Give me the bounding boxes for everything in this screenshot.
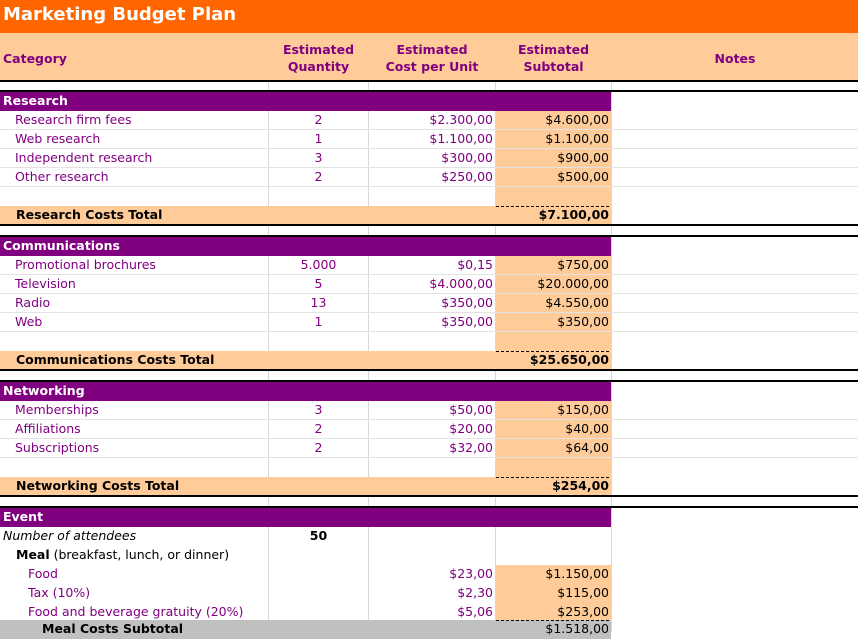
section-header-event[interactable] [0,508,611,527]
table-row [0,168,858,187]
item-name[interactable]: Promotional brochures [15,257,156,272]
sheet-title: Marketing Budget Plan [3,4,237,25]
item-quantity[interactable]: 13 [310,295,327,310]
header-subtotal[interactable] [496,41,611,75]
header-quantity[interactable] [269,41,368,75]
section-header-communications[interactable] [0,237,611,256]
item-subtotal[interactable]: $350,00 [557,314,609,329]
section-bottom-rule [0,495,858,497]
attendees-value[interactable]: 50 [309,528,328,543]
section-title: Event [3,509,44,524]
item-quantity[interactable]: 2 [314,112,323,127]
item-name[interactable]: Other research [15,169,109,184]
section-header-research[interactable] [0,92,611,111]
section-title: Research [3,93,68,108]
meal-subtotal-label[interactable]: Meal Costs Subtotal [42,621,184,636]
section-bottom-rule [0,224,858,226]
section-total-label[interactable]: Research Costs Total [16,207,163,222]
header-quantity-label: Estimated Quantity [282,42,355,74]
table-row [0,294,858,313]
item-cost[interactable]: $23,00 [449,566,493,581]
item-cost[interactable]: $5,06 [457,604,493,619]
item-name[interactable]: Affiliations [15,421,81,436]
header-cost-label: Estimated Cost per Unit [385,42,479,74]
header-subtotal-label: Estimated Subtotal [517,42,590,74]
item-subtotal[interactable]: $1.100,00 [545,131,609,146]
header-notes[interactable]: Notes [714,51,756,66]
meal-note: (breakfast, lunch, or dinner) [49,547,230,562]
item-cost[interactable]: $50,00 [449,402,493,417]
section-header-networking[interactable] [0,382,611,401]
item-cost[interactable]: $2.300,00 [429,112,493,127]
item-name[interactable]: Television [15,276,76,291]
item-quantity[interactable]: 1 [314,314,323,329]
section-total-label[interactable]: Communications Costs Total [16,352,215,367]
item-quantity[interactable]: 1 [314,131,323,146]
table-row [0,439,858,458]
attendees-label[interactable]: Number of attendees [3,528,137,543]
section-total-label[interactable]: Networking Costs Total [16,478,180,493]
item-name[interactable]: Radio [15,295,51,310]
item-subtotal[interactable]: $1.150,00 [545,566,609,581]
item-name[interactable]: Subscriptions [15,440,100,455]
table-row [0,149,858,168]
item-name[interactable]: Research firm fees [15,112,132,127]
item-quantity[interactable]: 3 [314,150,323,165]
item-cost[interactable]: $250,00 [441,169,493,184]
meal-row [0,546,858,565]
item-subtotal[interactable]: $115,00 [557,585,609,600]
item-quantity[interactable]: 3 [314,402,323,417]
item-name[interactable]: Web [15,314,43,329]
item-cost[interactable]: $4.000,00 [429,276,493,291]
section-total-value[interactable]: $7.100,00 [496,206,609,222]
item-subtotal[interactable]: $253,00 [557,604,609,619]
item-subtotal[interactable]: $4.550,00 [545,295,609,310]
item-quantity[interactable]: 2 [314,421,323,436]
item-name[interactable]: Independent research [15,150,153,165]
item-subtotal[interactable]: $900,00 [557,150,609,165]
item-name[interactable]: Memberships [15,402,99,417]
item-quantity[interactable]: 5 [314,276,323,291]
table-row [0,275,858,294]
meal-label[interactable] [16,547,229,562]
item-name[interactable]: Food and beverage gratuity (20%) [28,604,244,619]
section-total-row [0,477,611,496]
table-row [0,130,858,149]
table-row [0,256,858,275]
table-row [0,111,858,130]
meal-subtotal-value[interactable]: $1.518,00 [496,620,609,636]
item-quantity[interactable]: 5.000 [300,257,337,272]
item-cost[interactable]: $2,30 [457,585,493,600]
item-cost[interactable]: $350,00 [441,295,493,310]
item-subtotal[interactable]: $4.600,00 [545,112,609,127]
section-total-row [0,351,611,370]
column-header-row [0,33,858,82]
item-name[interactable]: Tax (10%) [28,585,91,600]
item-cost[interactable]: $1.100,00 [429,131,493,146]
table-row [0,401,858,420]
section-total-row [0,206,611,225]
meal-subtotal-row [0,620,611,639]
section-title: Communications [3,238,120,253]
item-subtotal[interactable]: $64,00 [565,440,609,455]
table-row [0,565,858,584]
item-subtotal[interactable]: $20.000,00 [537,276,609,291]
item-subtotal[interactable]: $750,00 [557,257,609,272]
item-cost[interactable]: $20,00 [449,421,493,436]
item-quantity[interactable]: 2 [314,440,323,455]
table-row [0,584,858,603]
header-category[interactable]: Category [3,51,67,66]
item-name[interactable]: Web research [15,131,101,146]
section-total-value[interactable]: $25.650,00 [496,351,609,367]
section-bottom-rule [0,369,858,371]
header-cost[interactable] [369,41,495,75]
table-row [0,420,858,439]
item-subtotal[interactable]: $40,00 [565,421,609,436]
item-cost[interactable]: $350,00 [441,314,493,329]
item-cost[interactable]: $0,15 [457,257,493,272]
item-quantity[interactable]: 2 [314,169,323,184]
section-title: Networking [3,383,85,398]
item-subtotal[interactable]: $500,00 [557,169,609,184]
item-name[interactable]: Food [28,566,58,581]
table-row [0,313,858,332]
item-subtotal[interactable]: $150,00 [557,402,609,417]
title-bar [0,0,858,33]
item-cost[interactable]: $32,00 [449,440,493,455]
attendees-row [0,527,858,546]
item-cost[interactable]: $300,00 [441,150,493,165]
section-total-value[interactable]: $254,00 [496,477,609,493]
meal-label-bold: Meal [16,547,50,562]
